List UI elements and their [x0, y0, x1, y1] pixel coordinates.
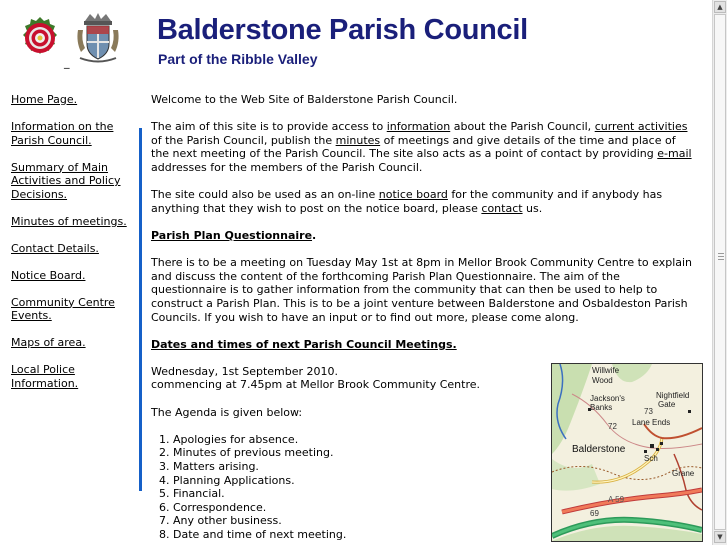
left-navigation [11, 93, 136, 404]
nav-information-on-parish-council[interactable]: Information on the Parish Council. [11, 120, 114, 147]
map-label-jacksons: Jackson's [590, 394, 625, 403]
map-label-grane: Grane [672, 469, 695, 478]
map-label-69: 69 [590, 509, 599, 518]
questionnaire-heading [151, 229, 696, 243]
map-label-nightfield: Nightfield [656, 391, 690, 400]
contact-link[interactable]: contact [481, 201, 523, 215]
notice-text-2: for the community and if anybody has anything that they wish to post on the notice board, please [151, 188, 663, 215]
agenda-item: 2. Minutes of previous meeting. [173, 446, 696, 460]
agenda-item: 5. Financial. [173, 487, 696, 501]
meeting-date: Wednesday, 1st September 2010. [151, 364, 339, 378]
aim-paragraph [151, 120, 696, 174]
minutes-link[interactable]: minutes [335, 133, 381, 147]
council-crest-icon[interactable] [76, 12, 120, 64]
nav-local-police-information[interactable]: Local Police Information. [11, 363, 79, 390]
meeting-time: commencing at 7.45pm at Mellor Brook Community Centre. [151, 378, 481, 392]
map-label-72: 72 [608, 422, 617, 431]
welcome-text: Welcome to the Web Site of Balderstone Parish Council. [151, 93, 458, 106]
scrollbar-thumb[interactable] [714, 14, 726, 530]
agenda-item: 7. Any other business. [173, 514, 696, 528]
map-label-banks: Banks [590, 403, 613, 412]
agenda-item: 8. Date and time of next meeting. [173, 528, 696, 542]
scrollbar-grip-icon [718, 253, 724, 261]
logo-link[interactable]: _ [64, 56, 70, 69]
map-image [552, 364, 702, 541]
notice-text-3: us. [522, 201, 543, 215]
map-label-sch: Sch [644, 454, 658, 463]
information-link[interactable]: information [386, 120, 451, 134]
map-label-lane-ends: Lane Ends [632, 418, 671, 427]
red-rose-emblem-icon[interactable] [18, 14, 62, 62]
content-divider [139, 128, 142, 491]
scroll-up-arrow-icon[interactable]: ▲ [714, 1, 726, 13]
agenda-item: 4. Planning Applications. [173, 474, 696, 488]
notice-text-1: The site could also be used as an on-line [151, 188, 379, 202]
site-subtitle: Part of the Ribble Valley [158, 51, 318, 67]
nav-community-centre-events[interactable]: Community Centre Events. [11, 295, 115, 322]
map-label-73: 73 [644, 407, 653, 416]
map-label-balderstone: Balderstone [572, 444, 626, 455]
agenda-intro: The Agenda is given below: [151, 405, 303, 419]
email-link[interactable]: e-mail [657, 147, 692, 161]
map-label-a59: A 59 [608, 495, 625, 504]
current-activities-link[interactable]: current activities [594, 120, 688, 134]
aim-text-1: The aim of this site is to provide access to [151, 120, 387, 134]
notice-board-paragraph [151, 188, 696, 215]
meetings-heading: Dates and times of next Parish Council Meetings. [151, 337, 457, 351]
nav-notice-board[interactable]: Notice Board. [11, 268, 86, 282]
map-label-willwife: Willwife [592, 366, 620, 375]
notice-board-link[interactable]: notice board [378, 188, 448, 202]
questionnaire-text: There is to be a meeting on Tuesday May 1st at 8pm in Mellor Brook Community Centre to explain and discuss the content of the forthcoming Parish Plan Questionnaire. The aim of the questionnaire is to gather information from the community that can then be used to help to construct a Parish Plan. This is to be a joint venture between Balderstone and Osbaldeston Parish Councils. If you wish to have an input or to find out more, please come along. [151, 256, 693, 324]
map-label-gate: Gate [658, 400, 676, 409]
aim-text-4: of meetings and give details of the time and place of the next meeting of the Parish Council. The site also acts as a point of contact by providing [151, 133, 676, 161]
header [0, 0, 712, 80]
nav-maps-of-area[interactable]: Maps of area. [11, 336, 86, 349]
nav-home-page[interactable]: Home Page. [11, 93, 78, 106]
aim-text-3: of the Parish Council, publish the [151, 133, 336, 147]
aim-text-2: about the Parish Council, [450, 120, 595, 134]
scroll-down-arrow-icon[interactable]: ▼ [714, 531, 726, 543]
nav-contact-details[interactable]: Contact Details. [11, 241, 99, 255]
agenda-item: 6. Correspondence. [173, 501, 696, 515]
agenda-item: 3. Matters arising. [173, 460, 696, 474]
area-map[interactable] [551, 363, 703, 542]
nav-summary-of-main-activities[interactable]: Summary of Main Activities and Policy Decisions. [11, 160, 121, 201]
questionnaire-heading-text: Parish Plan Questionnaire [151, 228, 313, 242]
agenda-item: 1. Apologies for absence. [173, 433, 696, 447]
site-title: Balderstone Parish Council [157, 14, 528, 46]
map-label-wood: Wood [592, 376, 613, 385]
vertical-scrollbar[interactable] [712, 0, 727, 545]
nav-minutes-of-meetings[interactable]: Minutes of meetings. [11, 214, 127, 228]
questionnaire-heading-period: . [312, 228, 317, 242]
aim-text-5: addresses for the members of the Parish Council. [151, 160, 423, 174]
